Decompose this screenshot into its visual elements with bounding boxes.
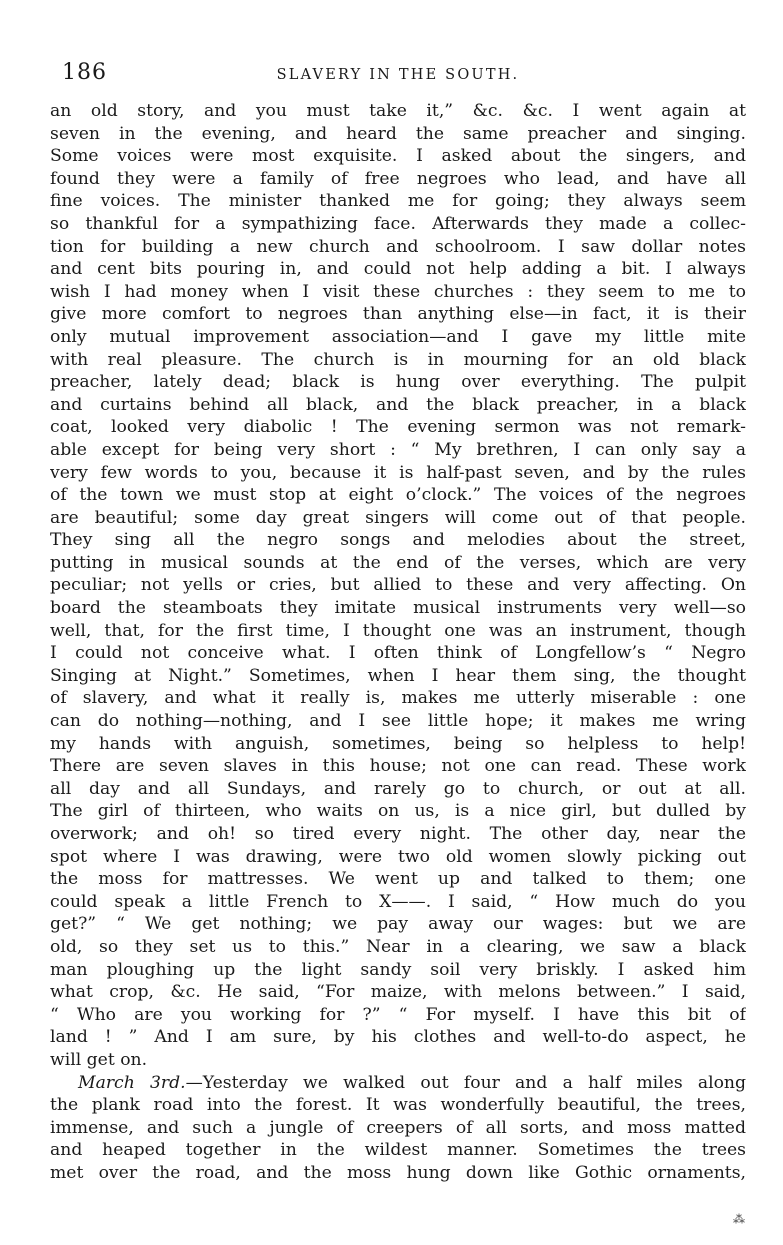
text-line: seven in the evening, and heard the same preacher and singing. xyxy=(50,123,746,144)
text-line: board the steamboats they imitate musical instruments very well—so xyxy=(50,598,746,619)
text-line: peculiar; not yells or cries, but allied to these and very affecting. On xyxy=(50,575,746,596)
paragraph-1 xyxy=(50,100,746,1072)
page-header xyxy=(50,56,746,90)
text-line: There are seven slaves in this house; not one can read. These work xyxy=(50,756,746,777)
text-line: and cent bits pouring in, and could not help adding a bit. I always xyxy=(50,259,746,280)
text-line: able except for being very short : “ My brethren, I can only say a xyxy=(50,439,746,460)
text-line: so thankful for a sympathizing face. Afterwards they made a collec- xyxy=(50,213,746,234)
text-line: could speak a little French to X——. I said, “ How much do you xyxy=(50,891,746,912)
text-line: and curtains behind all black, and the black preacher, in a black xyxy=(50,394,746,415)
text-line: “ Who are you working for ?” “ For myself. I have this bit of xyxy=(50,1004,746,1025)
text-line: the plank road into the forest. It was wonderfully beautiful, the trees, xyxy=(50,1095,746,1116)
book-page xyxy=(50,56,746,1185)
text-fragment: —Yesterday we walked out four and a half miles along xyxy=(185,1072,746,1093)
text-line: preacher, lately dead; black is hung over everything. The pulpit xyxy=(50,372,746,393)
text-line: with real pleasure. The church is in mourning for an old black xyxy=(50,349,746,370)
text-line: wish I had money when I visit these churches : they seem to me to xyxy=(50,281,746,302)
text-line: of slavery, and what it really is, makes me utterly miserable : one xyxy=(50,688,746,709)
text-line: old, so they set us to this.” Near in a clearing, we saw a black xyxy=(50,936,746,957)
text-line: spot where I was drawing, were two old women slowly picking out xyxy=(50,846,746,867)
page-number: 186 xyxy=(62,60,107,85)
text-line: of the town we must stop at eight o’clock.” The voices of the negroes xyxy=(50,485,746,506)
text-line: my hands with anguish, sometimes, being so helpless to help! xyxy=(50,733,746,754)
text-line: all day and all Sundays, and rarely go to church, or out at all. xyxy=(50,778,746,799)
text-line: and heaped together in the wildest manner. Sometimes the trees xyxy=(50,1140,746,1161)
text-line: found they were a family of free negroes who lead, and have all xyxy=(50,168,746,189)
text-line: are beautiful; some day great singers will come out of that people. xyxy=(50,507,746,528)
text-line: Some voices were most exquisite. I asked about the singers, and xyxy=(50,146,746,167)
text-line: give more comfort to negroes than anything else—in fact, it is their xyxy=(50,304,746,325)
text-line: well, that, for the first time, I thought one was an instrument, though xyxy=(50,620,746,641)
text-line: tion for building a new church and schoolroom. I saw dollar notes xyxy=(50,236,746,257)
text-line: can do nothing—nothing, and I see little hope; it makes me wring xyxy=(50,711,746,732)
printer-mark-icon: ⁂ xyxy=(733,1212,745,1226)
text-line: met over the road, and the moss hung down like Gothic ornaments, xyxy=(50,1162,746,1183)
text-line: coat, looked very diabolic ! The evening sermon was not remark- xyxy=(50,417,746,438)
paragraph-2 xyxy=(50,1072,746,1185)
text-line: what crop, &c. He said, “For maize, with melons between.” I said, xyxy=(50,982,746,1003)
body-text xyxy=(50,100,746,1185)
text-line: They sing all the negro songs and melodies about the street, xyxy=(50,530,746,551)
text-line: get?” “ We get nothing; we pay away our wages: but we are xyxy=(50,914,746,935)
entry-date: March 3rd. xyxy=(78,1072,186,1093)
text-line: I could not conceive what. I often think of Longfellow’s “ Negro xyxy=(50,643,746,664)
text-line: will get on. xyxy=(50,1049,148,1070)
text-line xyxy=(50,1072,746,1095)
text-line: very few words to you, because it is half-past seven, and by the rules xyxy=(50,462,746,483)
text-line: the moss for mattresses. We went up and talked to them; one xyxy=(50,869,746,890)
text-line: immense, and such a jungle of creepers of all sorts, and moss matted xyxy=(50,1117,746,1138)
text-line: only mutual improvement association—and I gave my little mite xyxy=(50,326,746,347)
text-line: overwork; and oh! so tired every night. The other day, near the xyxy=(50,824,746,844)
text-line: an old story, and you must take it,” &c. &c. I went again at xyxy=(50,101,746,121)
text-line: putting in musical sounds at the end of the verses, which are very xyxy=(50,552,746,573)
text-line: man ploughing up the light sandy soil very briskly. I asked him xyxy=(50,959,746,980)
text-line: land ! ” And I am sure, by his clothes and well-to-do aspect, he xyxy=(50,1027,746,1048)
text-line: Singing at Night.” Sometimes, when I hear them sing, the thought xyxy=(50,665,746,686)
text-line: The girl of thirteen, who waits on us, is a nice girl, but dulled by xyxy=(50,801,746,822)
text-line: fine voices. The minister thanked me for going; they always seem xyxy=(50,191,746,212)
running-title: SLAVERY IN THE SOUTH. xyxy=(276,67,520,83)
